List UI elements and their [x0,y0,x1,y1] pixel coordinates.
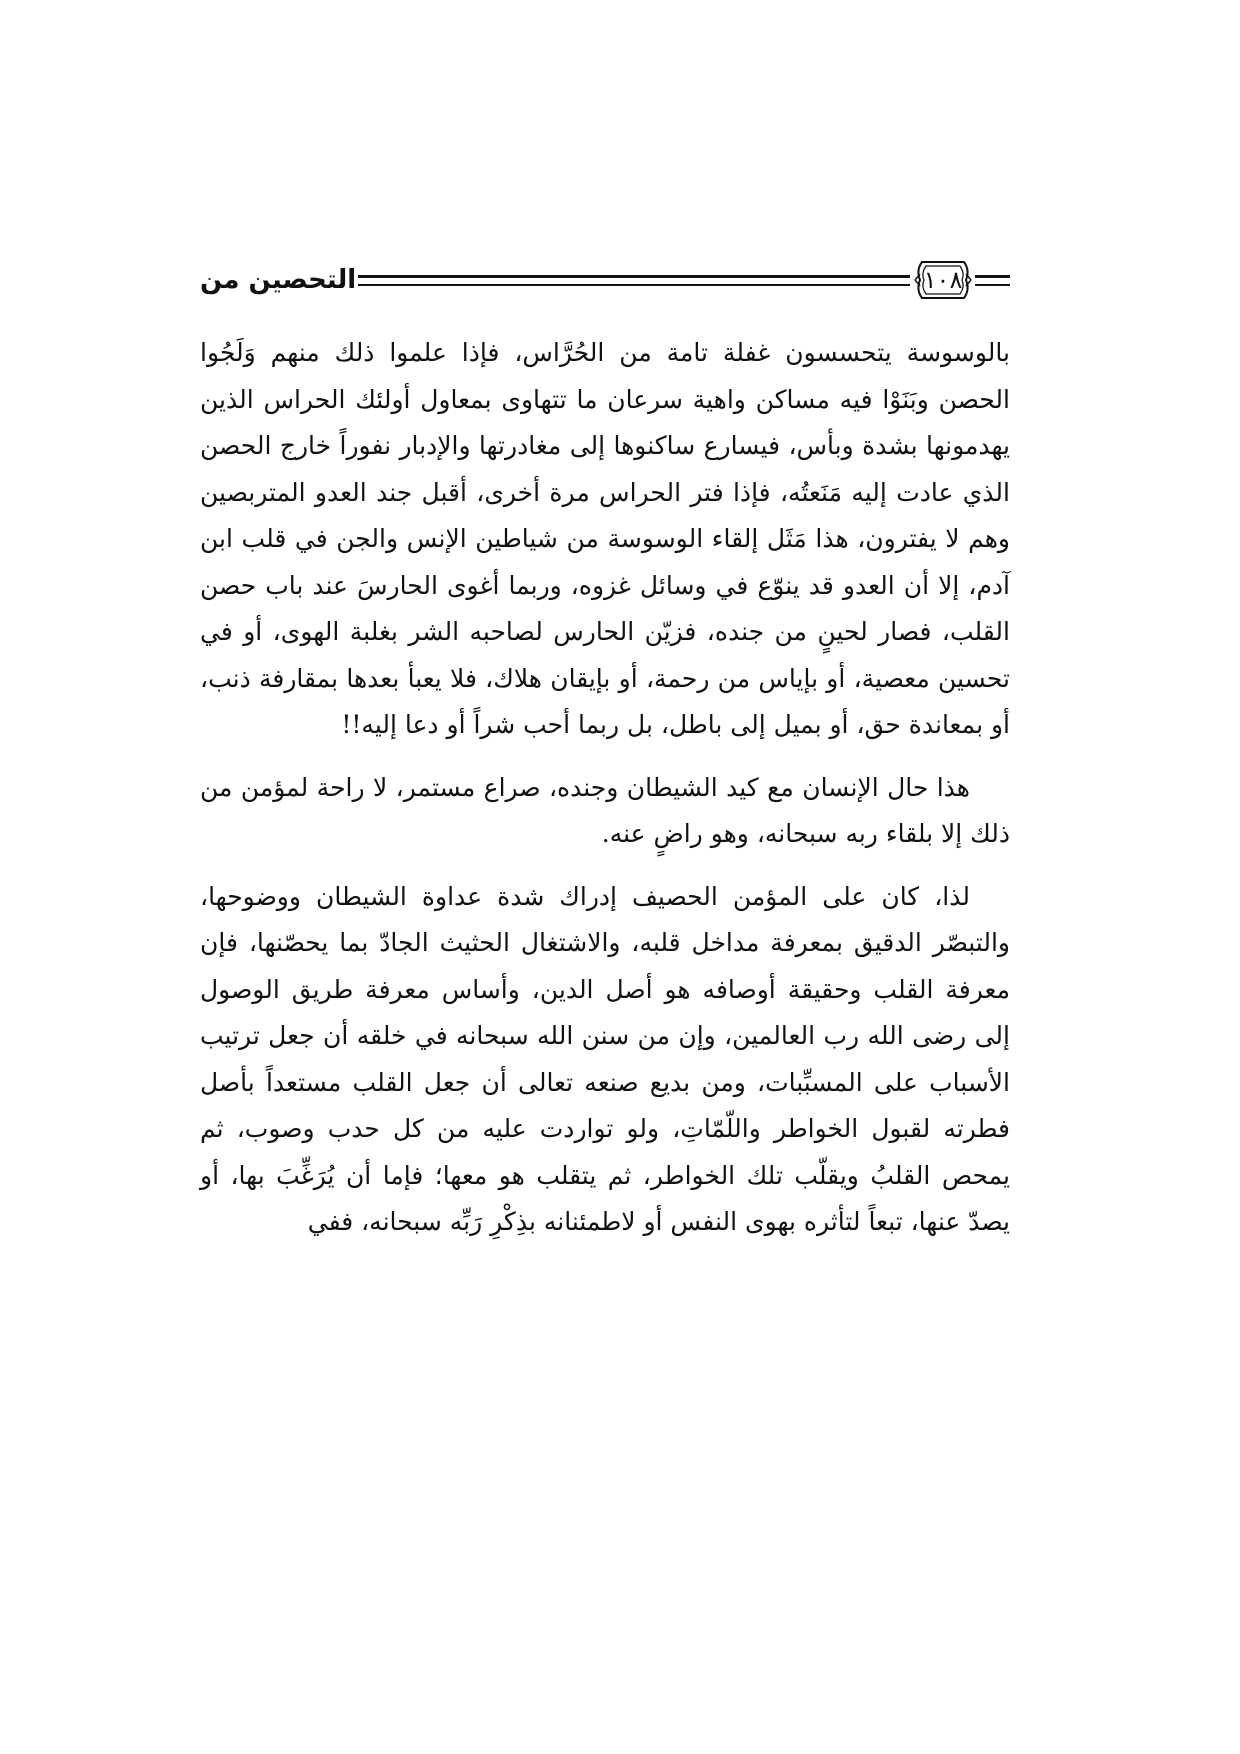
main-text [200,330,1010,1246]
header-rule [358,275,910,286]
paragraph: لذا، كان على المؤمن الحصيف إدراك شدة عداوة الشيطان ووضوحها، والتبصّر الدقيق بمعرفة مداخل قلبه، والاشتغال الحثيث الجادّ بما يحصّنها، فإن معرفة القلب وحقيقة أوصافه هو أصل الدين، وأساس معرفة طريق الوصول إلى رضى الله رب العالمين، وإن من سنن الله سبحانه في خلقه أن جعل ترتيب الأسباب على المسبِّبات، ومن بديع صنعه تعالى أن جعل القلب مستعداً بأصل فطرته لقبول الخواطر واللّمّاتِ، ولو تواردت عليه من كل حدب وصوب، ثم يمحص القلبُ ويقلّب تلك الخواطر، ثم يتقلب هو معها؛ فإما أن يُرَغِّبَ بها، أو يصدّ عنها، تبعاً لتأثره بهوى النفس أو لاطمئنانه بذِكْرِ رَبِّه سبحانه، ففي [200,881,1010,1236]
paragraph: بالوسوسة يتحسسون غفلة تامة من الحُرَّاس، فإذا علموا ذلك منهم وَلَجُوا الحصن وبَنَوْا فيه مساكن واهية سرعان ما تتهاوى بمعاول أولئك الحراس الذين يهدمونها بشدة وبأس، فيسارع ساكنوها إلى مغادرتها والإدبار نفوراً خارج الحصن الذي عادت إليه مَنَعتُه، فإذا فتر الحراس مرة أخرى، أقبل جند العدو المتربصين وهم لا يفترون، هذا مَثَل إلقاء الوسوسة من شياطين الإنس والجن في قلب ابن آدم، إلا أن العدو قد ينوّع في وسائل غزوه، وربما أغوى الحارسَ عند باب حصن القلب، فصار لحينٍ من جنده، فزيّن الحارس لصاحبه الشر بغلبة الهوى، أو في تحسين معصية، أو بإياس من رحمة، أو بإيقان هلاك، فلا يعبأ بعدها بمقارفة ذنب، أو بمعاندة حق، أو بميل إلى باطل، بل ربما أحب شراً أو دعا إليه!! [200,338,1010,739]
header-rule-end [975,275,1010,286]
page-number: ١٠٨ [923,266,963,294]
page-number-frame [912,256,974,304]
running-header [200,250,1010,310]
header-title: التحصين من [200,265,357,295]
paragraph: هذا حال الإنسان مع كيد الشيطان وجنده، صراع مستمر، لا راحة لمؤمن من ذلك إلا بلقاء ربه سبحانه، وهو راضٍ عنه. [200,772,1010,848]
